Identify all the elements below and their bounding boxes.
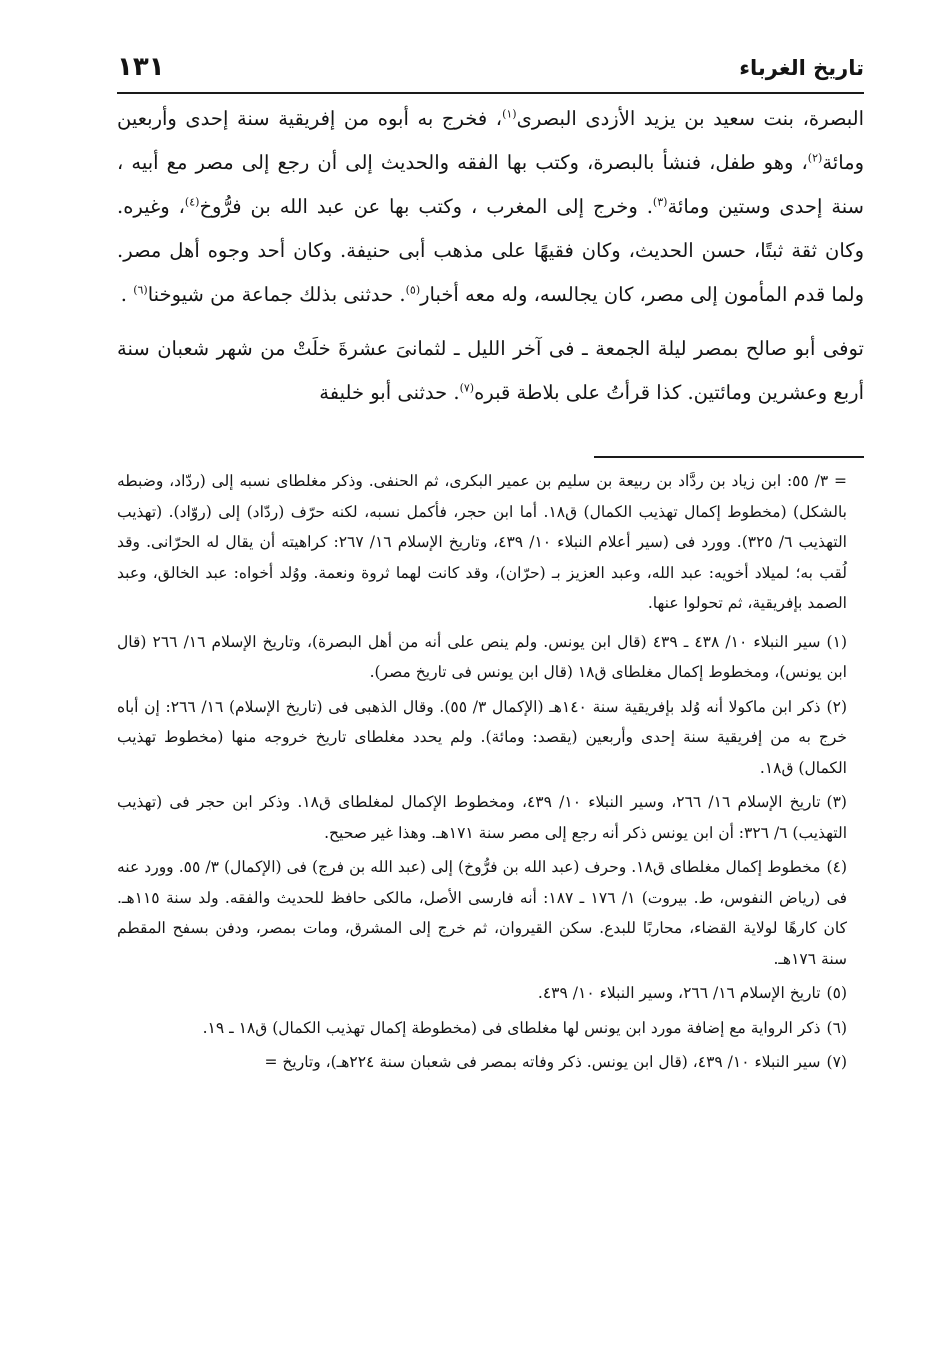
footnote	[117, 1047, 847, 1078]
footnote-ref: (٥)	[405, 283, 421, 297]
main-text	[117, 97, 864, 415]
footnote	[117, 787, 847, 848]
footnote-continuation	[117, 466, 847, 619]
footnote-number: (١)	[826, 632, 847, 651]
footnote-text: ذكر الرواية مع إضافة مورد ابن يونس لها مغلطاى فى (مخطوطة إكمال تهذيب الكمال) ق١٨ ـ ١٩.	[202, 1018, 821, 1037]
page-header	[117, 52, 864, 92]
footnotes-separator	[594, 456, 864, 458]
text-segment: .	[120, 283, 134, 306]
footnote-number: (٤)	[826, 858, 847, 876]
footnote-text: تاريخ الإسلام ١٦/ ٢٦٦، وسير النبلاء ١٠/ ٤٣٩، ومخطوط الإكمال لمغلطاى ق١٨. وذكر ابن حجر فى (تهذيب التهذيب) ٦/ ٣٢٦: أن ابن يونس ذكر أنه رجع إلى مصر سنة ١٧١هـ. وهذا غير صحيح.	[117, 793, 847, 842]
header-rule	[117, 92, 864, 94]
footnote	[117, 978, 847, 1009]
main-paragraph	[117, 97, 864, 317]
text-segment: البصرة، بنت سعيد بن يزيد الأزدى البصرى	[516, 107, 864, 130]
text-segment: ، فخرج به أبوه من إفريقية سنة إحدى وأربعين ومائة	[117, 107, 864, 174]
text-segment: توفى أبو صالح بمصر ليلة الجمعة ـ فى آخر الليل ـ لثمانىَ عشرةَ خلَتْ من شهر شعبان سنة أربع وعشرين ومائتين. كذا قرأتُ على بلاطة قبره	[117, 337, 864, 404]
footnote-text: سير النبلاء ١٠/ ٤٣٩، (قال ابن يونس. ذكر وفاته بمصر فى شعبان سنة ٢٢٤هـ)، وتاريخ =	[264, 1053, 821, 1071]
text-segment: ، وهو طفل، فنشأ بالبصرة، وكتب بها الفقه والحديث إلى أن رجع إلى مصر مع أبيه ، سنة إحدى وستين ومائة	[117, 151, 864, 218]
footnote-text: = ٣/ ٥٥: ابن زياد بن ردَّاد بن ربيعة بن سليم بن عمير البكرى، ثم الحنفى. وذكر مغلطاى نسبه إلى (ردّاد، وضبطه بالشكل) (مخطوط إكمال تهذيب الكمال) ق١٨. أما ابن حجر، فأكمل نسبه، لكنه حرّف (ردّاد) إلى (روّاد). (تهذيب التهذيب ٦/ ٣٢٥). وورد فى (سير أعلام النبلاء ١٠/ ٤٣٩، وتاريخ الإسلام ١٦/ ٢٦٧: كراهيته أن يقال له الحرّانى. وقد لُقب به؛ لميلاد أخويه: عبد الله، وعبد العزيز بـ (حرّان)، وقد كانت لهما ثروة ونعمة. ووُلد أخواه: عبد الخالق، وعبد الصمد بإفريقية، ثم تحولوا عنها.	[117, 472, 847, 612]
text-segment: . حدثنى بذلك جماعة من شيوخنا	[147, 283, 406, 306]
footnote-number: (٧)	[826, 1053, 847, 1071]
footnote	[117, 852, 847, 974]
footnote-ref: (٧)	[459, 381, 475, 395]
text-segment: . وخرج إلى المغرب ، وكتب بها عن عبد الله بن فرُّوخ	[199, 195, 653, 218]
footnote-text: ذكر ابن ماكولا أنه وُلد بإفريقية سنة ١٤٠هـ (الإكمال ٣/ ٥٥). وقال الذهبى فى (تاريخ الإسلام) ١٦/ ٢٦٦: إن أباه خرج به من إفريقية سنة إحدى وأربعين (يقصد: ومائة). ولم يحدد مغلطاى تاريخ خروجه منها (مخطوط تهذيب الكمال) ق١٨.	[117, 697, 847, 777]
footnote	[117, 692, 847, 784]
footnote-ref: (٦)	[133, 283, 148, 297]
footnote	[117, 1013, 847, 1044]
footnote-ref: (٢)	[807, 151, 823, 165]
footnote-text: سير النبلاء ١٠/ ٤٣٨ ـ ٤٣٩ (قال ابن يونس. ولم ينص على أنه من أهل البصرة)، وتاريخ الإسلام ١٦/ ٢٦٦ (قال ابن يونس)، ومخطوط إكمال مغلطاى ق١٨ (قال ابن يونس فى تاريخ مصر).	[117, 632, 847, 681]
text-segment: . حدثنى أبو خليفة	[319, 381, 460, 404]
footnote-number: (٦)	[826, 1018, 847, 1037]
footnote-number: (٢)	[826, 697, 847, 716]
page-number: ١٣١	[117, 52, 165, 82]
footnote-ref: (١)	[502, 107, 517, 121]
footnote	[117, 627, 847, 688]
footnote-number: (٣)	[826, 793, 847, 811]
running-title: تاريخ الغرباء	[739, 56, 864, 80]
footnote-text: تاريخ الإسلام ١٦/ ٢٦٦، وسير النبلاء ١٠/ ٤٣٩.	[537, 984, 821, 1002]
text-segment: ، وغيره. وكان ثقة ثبتًا، حسن الحديث، وكان فقيهًا على مذهب أبى حنيفة. وكان أحد وجوه أهل مصر. ولما قدم المأمون إلى مصر، كان يجالسه، وله معه أخبار	[117, 195, 864, 306]
footnotes	[117, 466, 847, 1082]
footnote-text: مخطوط إكمال مغلطاى ق١٨. وحرف (عبد الله بن فرُّوخ) إلى (عبد الله بن فرج) فى (الإكمال) ٣/ ٥٥. وورد عنه فى (رياض النفوس، ط. بيروت) ١/ ١٧٦ ـ ١٨٧: أنه فارسى الأصل، مالكى حافظ للحديث والفقه. ولد سنة ١١٥هـ. كان كارهًا لولاية القضاء، محاربًا للبدع. سكن القيروان، ثم خرج إلى المشرق، ومات بمصر، ودفن بسفح المقطم سنة ١٧٦هـ.	[117, 858, 847, 968]
footnote-ref: (٤)	[184, 195, 200, 209]
footnote-number: (٥)	[826, 984, 847, 1002]
main-paragraph	[117, 327, 864, 415]
footnote-ref: (٣)	[652, 195, 668, 209]
